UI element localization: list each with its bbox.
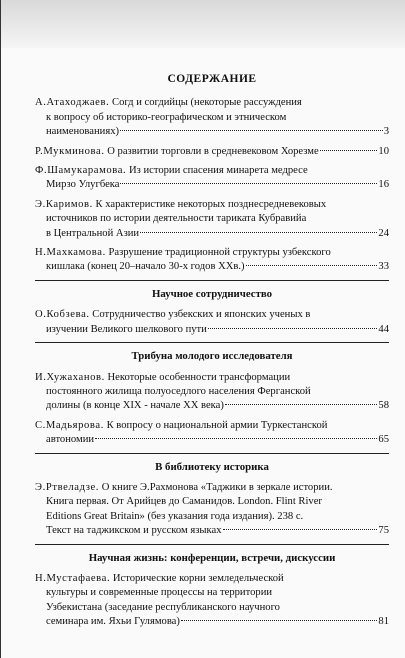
toc-entry-line [35, 308, 389, 322]
entry-author: Ф.Шамукарамова. [35, 165, 127, 177]
entry-page-number: 16 [378, 179, 389, 191]
toc-entry-line [35, 524, 389, 538]
toc-entry-line [35, 495, 389, 509]
toc-entry [35, 96, 389, 139]
entry-title-text: Из истории спасения минарета медресе [128, 165, 308, 177]
toc-entry [35, 419, 389, 448]
toc-entry-line [35, 586, 389, 600]
entry-author: А.Атаходжаев. [35, 97, 110, 109]
entry-title-text: О книге Э.Рахмонова «Таджики в зеркале истории. [101, 481, 333, 493]
toc-entry-line [35, 385, 389, 399]
section-divider [35, 544, 389, 545]
toc-entry-line [35, 178, 389, 192]
toc-entry-line [35, 164, 389, 178]
toc-entry [35, 371, 389, 414]
toc-entry-line [35, 601, 389, 615]
entry-page-number: 81 [378, 616, 389, 628]
toc-entry [35, 164, 389, 193]
entry-title-text: Мирзо Улугбека [46, 179, 120, 191]
entry-author: С.Мадьярова. [35, 419, 104, 431]
toc-entry [35, 246, 389, 275]
dot-leader [223, 529, 378, 530]
entry-title-text: в Центральной Азии [46, 227, 140, 239]
toc-entry-line [35, 125, 389, 139]
section-title: Трибуна молодого исследователя [131, 350, 293, 363]
toc-entry [35, 481, 389, 539]
toc-title: СОДЕРЖАНИЕ [167, 73, 257, 85]
toc-entry [35, 308, 389, 337]
toc-entry-line [35, 419, 389, 433]
dot-leader [95, 438, 377, 439]
entry-page-number: 33 [378, 261, 389, 273]
entry-title-text: наименованиях) [46, 126, 120, 138]
toc-entry-line [35, 212, 389, 226]
entry-author: О.Кобзева. [35, 309, 90, 321]
toc-entry-line [35, 145, 389, 159]
entry-title-text: О развитии торговли в средневековом Хорезме [107, 145, 319, 157]
toc-entry-line [35, 371, 389, 385]
entry-page-number: 3 [383, 126, 389, 138]
entry-page-number: 44 [378, 323, 389, 335]
toc-entry-line [35, 572, 389, 586]
toc-entry-line [35, 481, 389, 495]
entry-title-text: Текст на таджикском и русском языках [46, 525, 222, 537]
entry-title-text: кишлака (конец 20–начало 30-х годов ХХв.) [46, 261, 245, 273]
entry-title-text: Некоторые особенности трансформации [107, 371, 291, 383]
entry-author: Н.Махкамова. [35, 247, 106, 259]
toc-entry-line [35, 227, 389, 241]
dot-leader [320, 150, 378, 151]
entry-title-text: Сотрудничество узбекских и японских ученых в [92, 309, 311, 321]
toc-entry [35, 145, 389, 159]
toc-entry-line [35, 111, 389, 125]
toc-entry [35, 198, 389, 241]
entry-title-text: постоянного жилища полуоседлого населения Ферганской [46, 385, 311, 397]
toc-entry-line [35, 399, 389, 413]
entry-author: Н.Мустафаева. [35, 572, 111, 584]
entry-page-number: 65 [378, 434, 389, 446]
entry-page-number: 10 [378, 145, 389, 157]
dot-leader [120, 130, 383, 131]
section-title: В библиотеку историка [155, 460, 269, 473]
toc-entry-line [35, 260, 389, 274]
section-divider [35, 342, 389, 343]
scan-shadow [1, 0, 405, 48]
dot-leader [225, 404, 378, 405]
toc-entry-line [35, 198, 389, 212]
entry-page-number: 24 [378, 227, 389, 239]
table-of-contents [35, 72, 389, 635]
entry-title-text: к вопросу об историко-географическом и этническом [46, 111, 287, 123]
entry-title-text: семинара им. Яхьи Гулямова) [46, 616, 180, 628]
entry-page-number: 75 [378, 525, 389, 537]
entry-title-text: Книга первая. От Арийцев до Саманидов. London. Flint River [46, 496, 322, 508]
dot-leader [181, 620, 377, 621]
entry-title-text: Узбекистана (заседание республиканского научного [46, 601, 280, 613]
entry-title-text: Editions Great Britain» (без указания года издания). 238 с. [46, 510, 304, 522]
section-divider [35, 453, 389, 454]
toc-entry [35, 572, 389, 630]
entry-author: Э.Каримов. [35, 198, 93, 210]
toc-entry-line [35, 323, 389, 337]
toc-entry-line [35, 510, 389, 524]
entry-title-text: автономии [46, 434, 95, 446]
entry-author: И.Хужаханов. [35, 371, 105, 383]
entry-page-number: 58 [378, 400, 389, 412]
section-title: Научное сотрудничество [151, 287, 273, 300]
section-divider [35, 280, 389, 281]
entry-title-text: изучении Великого шелкового пути [46, 323, 207, 335]
section-title: Научная жизнь: конференции, встречи, дискуссии [88, 551, 336, 564]
entry-title-text: К характеристике некоторых позднесредневековых [95, 198, 327, 210]
dot-leader [140, 232, 377, 233]
dot-leader [246, 265, 378, 266]
entry-title-text: источников по истории деятельности тариката Кубравийа [46, 213, 307, 225]
entry-title-text: Согд и согдийцы (некоторые рассуждения [112, 97, 302, 109]
entry-title-text: долины (в конце XIX - начале XX века) [46, 400, 224, 412]
entry-title-text: Исторические корни земледельческой [112, 572, 284, 584]
toc-entry-line [35, 615, 389, 629]
toc-entry-line [35, 433, 389, 447]
entry-title-text: Разрушение традиционной структуры узбекского [108, 247, 331, 259]
entry-title-text: культуры и современные процессы на территории [46, 587, 273, 599]
toc-entry-line [35, 96, 389, 110]
entry-author: Р.Мукминова. [35, 145, 105, 157]
dot-leader [208, 328, 378, 329]
entry-title-text: К вопросу о национальной армии Туркестанской [106, 419, 328, 431]
toc-entry-line [35, 246, 389, 260]
entry-author: Э.Ртвеладзе. [35, 481, 100, 493]
dot-leader [120, 183, 377, 184]
